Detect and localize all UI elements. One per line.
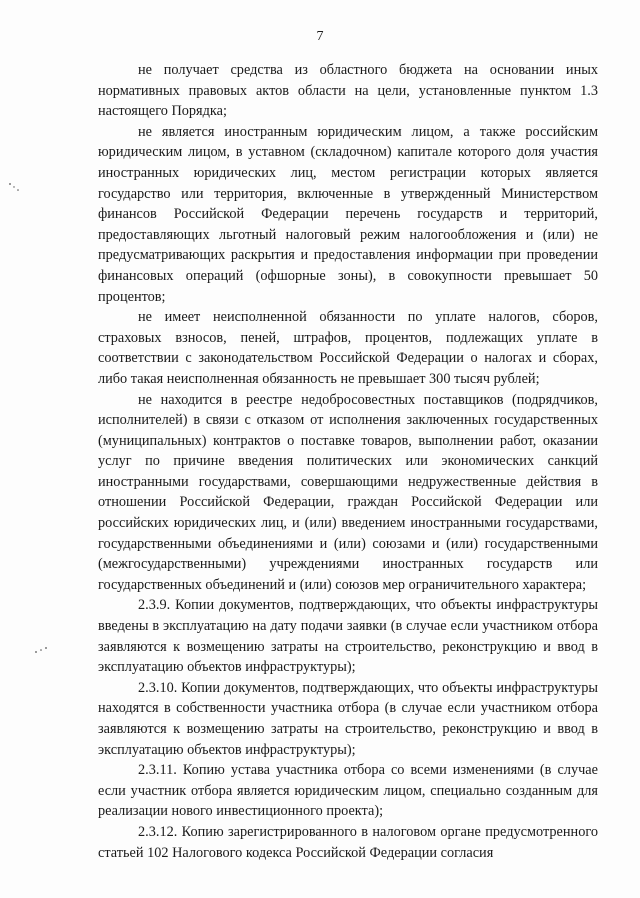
paragraph-not-receiving-funds: не получает средства из областного бюджета на основании иных нормативных правовых актов области на цели, установленные пунктом 1.3 настоящего Порядка; (98, 62, 598, 120)
paragraph-2-3-12: 2.3.12. Копию зарегистрированного в налоговом органе предусмотренного статьей 102 Налогового кодекса Российской Федерации согласия (98, 823, 598, 861)
paragraph-2-3-9: 2.3.9. Копии документов, подтверждающих, что объекты инфраструктуры введены в эксплуатацию на дату подачи заявки (в случае если участником отбора заявляются к возмещению затраты на строительство, реконструкцию и ввод в эксплуатацию объектов инфраструктуры); (98, 597, 598, 676)
paragraph-2-3-11: 2.3.11. Копию устава участника отбора со всеми изменениями (в случае если участник отбора является юридическим лицом, специально созданным для реализации нового инвестиционного проекта); (98, 762, 598, 820)
paragraph-2-3-10: 2.3.10. Копии документов, подтверждающих, что объекты инфраструктуры находятся в собственности участника отбора (в случае если участником отбора заявляются к возмещению затраты на строительство, реконструкцию и ввод в эксплуатацию объектов инфраструктуры); (98, 679, 598, 758)
document-body (98, 60, 598, 863)
page-number: 7 (316, 29, 324, 44)
paragraph-no-tax-debt: не имеет неисполненной обязанности по уплате налогов, сборов, страховых взносов, пеней, штрафов, процентов, подлежащих уплате в соответствии с законодательством Российской Федерации о налогах и сборах, либо такая неисполненная обязанность не превышает 300 тысяч рублей; (98, 309, 598, 387)
paragraph-not-foreign-entity: не является иностранным юридическим лицом, а также российским юридическим лицом, в уставном (складочном) капитале которого доля участия иностранных юридических лиц, местом регистрации которых является государство или территория, включенные в утвержденный Министерством финансов Российской Федерации перечень государств и территорий, предоставляющих льготный налоговый режим налогообложения и (или) не предусматривающих раскрытия и предоставления информации при проведении финансовых операций (офшорные зоны), в совокупности превышает 50 процентов; (98, 123, 598, 305)
paragraph-not-in-registry: не находится в реестре недобросовестных поставщиков (подрядчиков, исполнителей) в связи с отказом от исполнения заключенных государственных (муниципальных) контрактов о поставке товаров, выполнении работ, оказании услуг по причине введения политических или экономических санкций иностранными государствами, совершающими недружественные действия в отношении Российской Федерации, граждан Российской Федерации или российских юридических лиц, и (или) введением иностранными государствами, государственными объединениями и (или) союзами и (или) государственными (межгосударственными) учреждениями иностранных государств или государственных объединений и (или) союзов мер ограничительного характера; (98, 391, 598, 593)
